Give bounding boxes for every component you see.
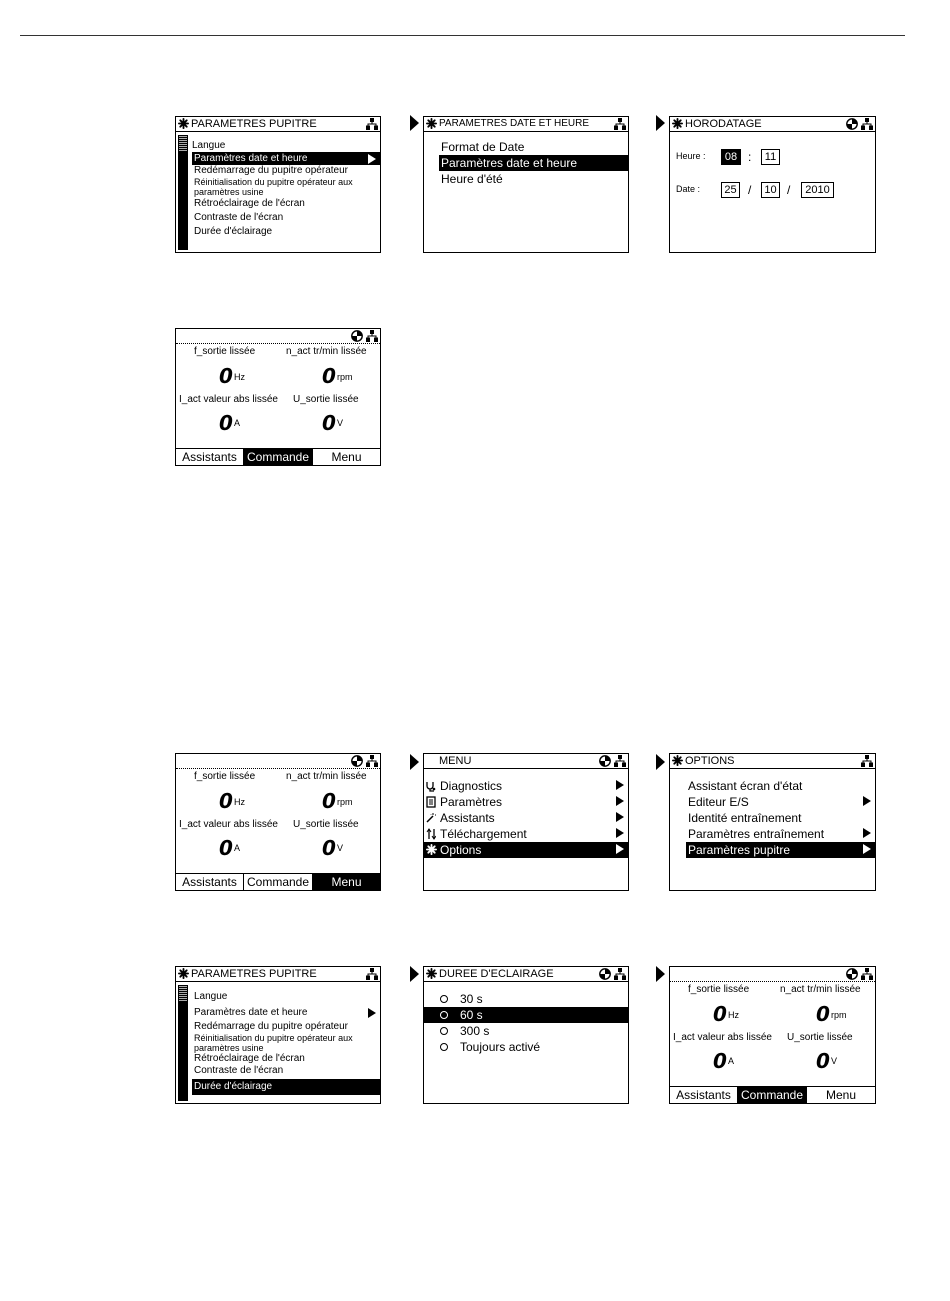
status-unit-current: A: [234, 843, 241, 853]
submenu-arrow-icon: [863, 828, 871, 838]
menu-item-label: Options: [440, 843, 482, 857]
status-title-bar: [176, 754, 380, 769]
menu-item-langue[interactable]: Langue: [192, 140, 226, 151]
submenu-arrow-icon: [616, 780, 624, 790]
menu-item-label: Téléchargement: [440, 827, 527, 841]
date-label: Date :: [676, 184, 701, 194]
flow-arrow: [656, 754, 665, 770]
scrollbar-thumb[interactable]: [179, 135, 187, 151]
panel-params-screen-2: [175, 966, 381, 1104]
status-value-current: 0: [713, 1049, 727, 1073]
timestamp-title-bar: [670, 117, 875, 132]
network-icon: [366, 755, 378, 767]
status-unit-voltage: V: [337, 843, 344, 853]
menu-item-io-editor[interactable]: [686, 794, 875, 810]
menu-item-contrast[interactable]: Contraste de l'écran: [194, 1065, 284, 1076]
softkey-commande[interactable]: Commande: [244, 449, 313, 465]
star-icon: [672, 755, 683, 766]
network-icon: [861, 968, 873, 980]
option-300s[interactable]: [424, 1023, 628, 1039]
menu-item-label: Assistants: [440, 811, 495, 825]
status-value-current: 0: [219, 836, 233, 860]
status-value-frequency: 0: [219, 364, 233, 388]
status-unit-current: A: [234, 418, 241, 428]
network-icon: [614, 118, 626, 130]
status-value-speed: 0: [816, 1002, 830, 1026]
minute-field[interactable]: 11: [761, 149, 780, 165]
day-field[interactable]: 25: [721, 182, 740, 198]
menu-item-assistants[interactable]: [424, 810, 628, 826]
menu-item-drive-params[interactable]: [686, 826, 875, 842]
menu-item-label: Paramètres pupitre: [688, 843, 791, 857]
status-label-current: I_act valeur abs lissée: [673, 1032, 772, 1043]
status-screen-final: [669, 966, 876, 1104]
status-label-voltage: U_sortie lissée: [293, 394, 359, 405]
status-screen-menu: [175, 753, 381, 891]
radio-button[interactable]: [440, 1027, 448, 1035]
timestamp-screen: [669, 116, 876, 253]
year-field[interactable]: 2010: [801, 182, 834, 198]
menu-item-options[interactable]: [424, 842, 628, 858]
softkey-menu[interactable]: Menu: [331, 450, 362, 464]
scrollbar-thumb[interactable]: [179, 985, 187, 1001]
status-unit-voltage: V: [337, 418, 344, 428]
menu-item-date-format[interactable]: Format de Date: [441, 140, 525, 154]
softkey-assistants[interactable]: Assistants: [670, 1087, 738, 1103]
menu-item-label: Réinitialisation du pupitre opérateur aux paramètres usine: [194, 177, 353, 197]
panel-params-title: PARAMETRES PUPITRE: [191, 118, 317, 130]
download-icon: [426, 828, 436, 840]
menu-item-status-assistant[interactable]: Assistant écran d'état: [688, 779, 803, 793]
network-icon: [614, 755, 626, 767]
status-value-frequency: 0: [219, 789, 233, 813]
submenu-arrow-icon: [616, 812, 624, 822]
softkey-assistants[interactable]: Assistants: [176, 449, 244, 465]
menu-item-restart[interactable]: Redémarrage du pupitre opérateur: [194, 1021, 348, 1032]
wand-icon: [426, 813, 436, 823]
status-value-voltage: 0: [322, 836, 336, 860]
network-icon: [366, 968, 378, 980]
status-label-speed: n_act tr/min lissée: [780, 984, 861, 995]
menu-title: MENU: [439, 755, 472, 767]
star-icon: [426, 968, 437, 979]
menu-item-drive-identity[interactable]: Identité entraînement: [688, 811, 802, 825]
status-value-voltage: 0: [816, 1049, 830, 1073]
status-title-bar: [176, 329, 380, 344]
star-icon: [178, 968, 189, 979]
date-params-title-bar: [424, 117, 628, 132]
status-screen: [175, 328, 381, 466]
menu-item-backlight[interactable]: Rétroéclairage de l'écran: [194, 198, 305, 209]
status-label-frequency: f_sortie lissée: [688, 984, 750, 995]
radio-button[interactable]: [440, 1043, 448, 1051]
menu-item-label: Editeur E/S: [688, 795, 749, 809]
status-label-frequency: f_sortie lissée: [194, 346, 256, 357]
softkey-menu[interactable]: Menu: [313, 874, 380, 890]
status-pie-icon: [351, 330, 363, 342]
softkey-menu[interactable]: Menu: [825, 1088, 857, 1102]
panel-params-title-bar: [176, 967, 380, 982]
menu-item-duration[interactable]: Durée d'éclairage: [192, 1079, 380, 1095]
status-value-frequency: 0: [713, 1002, 727, 1026]
softkey-commande[interactable]: Commande: [738, 1087, 807, 1103]
status-pie-icon: [846, 118, 858, 130]
option-always-on[interactable]: [424, 1039, 628, 1055]
menu-item-dst[interactable]: Heure d'été: [441, 172, 503, 186]
flow-arrow: [410, 115, 419, 131]
status-pie-icon: [599, 968, 611, 980]
softkey-assistants[interactable]: Assistants: [176, 874, 244, 890]
options-title-bar: [670, 754, 875, 769]
flow-arrow: [656, 115, 665, 131]
menu-item-telechargement[interactable]: [424, 826, 628, 842]
option-label: 60 s: [460, 1008, 483, 1022]
submenu-arrow-icon: [368, 154, 376, 164]
status-label-current: I_act valeur abs lissée: [179, 819, 278, 830]
menu-item-factory-reset[interactable]: [192, 177, 379, 197]
panel-params-title-bar: [176, 117, 380, 132]
star-icon: [426, 118, 437, 129]
submenu-arrow-icon: [616, 796, 624, 806]
submenu-arrow-icon: [863, 844, 871, 854]
status-unit-frequency: Hz: [234, 797, 245, 807]
status-pie-icon: [351, 755, 363, 767]
flow-arrow: [656, 966, 665, 982]
menu-item-date-time[interactable]: Paramètres date et heure: [439, 155, 628, 171]
network-icon: [861, 118, 873, 130]
menu-item-date-time[interactable]: [192, 1005, 380, 1021]
option-label: Toujours activé: [460, 1040, 541, 1054]
options-title: OPTIONS: [685, 755, 735, 767]
menu-item-diagnostics[interactable]: [424, 778, 628, 794]
date-params-screen: [423, 116, 629, 253]
status-unit-current: A: [728, 1056, 735, 1066]
backlight-title: DUREE D'ECLAIRAGE: [439, 968, 554, 980]
menu-item-label: Paramètres date et heure: [194, 153, 308, 164]
status-label-frequency: f_sortie lissée: [194, 771, 256, 782]
scrollbar[interactable]: [178, 135, 188, 250]
menu-item-backlight[interactable]: Rétroéclairage de l'écran: [194, 1053, 305, 1064]
status-label-speed: n_act tr/min lissée: [286, 346, 367, 357]
radio-button-selected[interactable]: [440, 1011, 448, 1019]
submenu-arrow-icon: [616, 844, 624, 854]
menu-item-factory-reset[interactable]: [192, 1033, 379, 1053]
month-field[interactable]: 10: [761, 182, 780, 198]
menu-item-label: Paramètres date et heure: [194, 1007, 308, 1018]
status-title-bar: [670, 967, 875, 982]
status-unit-speed: rpm: [831, 1010, 847, 1020]
menu-item-duration[interactable]: Durée d'éclairage: [194, 226, 273, 237]
star-icon: [672, 118, 683, 129]
scrollbar[interactable]: [178, 985, 188, 1101]
status-value-speed: 0: [322, 364, 336, 388]
options-screen: [669, 753, 876, 891]
status-unit-speed: rpm: [337, 372, 353, 382]
stethoscope-icon: [426, 781, 436, 792]
status-unit-voltage: V: [831, 1056, 838, 1066]
menu-item-date-time[interactable]: [192, 152, 380, 165]
status-label-speed: n_act tr/min lissée: [286, 771, 367, 782]
status-label-current: I_act valeur abs lissée: [179, 394, 278, 405]
status-label-voltage: U_sortie lissée: [787, 1032, 853, 1043]
status-pie-icon: [846, 968, 858, 980]
flow-arrow: [410, 966, 419, 982]
timestamp-title: HORODATAGE: [685, 118, 762, 130]
menu-item-label: Réinitialisation du pupitre opérateur aux paramètres usine: [194, 1033, 353, 1053]
menu-item-parametres[interactable]: [424, 794, 628, 810]
softkey-bar: [176, 448, 380, 465]
star-icon: [178, 118, 189, 129]
network-icon: [366, 118, 378, 130]
panel-params-title: PARAMETRES PUPITRE: [191, 968, 317, 980]
panel-params-screen: [175, 116, 381, 253]
menu-item-contrast[interactable]: Contraste de l'écran: [194, 212, 284, 223]
submenu-arrow-icon: [616, 828, 624, 838]
menu-item-restart[interactable]: Redémarrage du pupitre opérateur: [194, 165, 348, 176]
status-value-current: 0: [219, 411, 233, 435]
status-unit-frequency: Hz: [728, 1010, 739, 1020]
network-icon: [614, 968, 626, 980]
option-label: 30 s: [460, 992, 483, 1006]
backlight-screen: [423, 966, 629, 1104]
status-unit-speed: rpm: [337, 797, 353, 807]
status-pie-icon: [599, 755, 611, 767]
softkey-bar: [670, 1086, 875, 1103]
option-30s[interactable]: [424, 991, 628, 1007]
network-icon: [861, 755, 873, 767]
document-icon: [426, 796, 436, 808]
radio-button[interactable]: [440, 995, 448, 1003]
menu-item-label: Paramètres: [440, 795, 503, 809]
flow-arrow: [410, 754, 419, 770]
softkey-bar: [176, 873, 380, 890]
network-icon: [366, 330, 378, 342]
menu-screen: [423, 753, 629, 891]
status-unit-frequency: Hz: [234, 372, 245, 382]
menu-title-bar: [424, 754, 628, 769]
date-separator: /: [748, 183, 752, 197]
submenu-arrow-icon: [368, 1008, 376, 1018]
status-value-speed: 0: [322, 789, 336, 813]
backlight-title-bar: [424, 967, 628, 982]
option-60s[interactable]: [424, 1007, 628, 1023]
submenu-arrow-icon: [863, 796, 871, 806]
status-value-voltage: 0: [322, 411, 336, 435]
status-label-voltage: U_sortie lissée: [293, 819, 359, 830]
hour-label: Heure :: [676, 151, 706, 161]
menu-item-langue[interactable]: Langue: [194, 991, 228, 1002]
menu-item-label: Diagnostics: [440, 779, 503, 793]
option-label: 300 s: [460, 1024, 490, 1038]
softkey-commande[interactable]: Commande: [244, 874, 313, 890]
menu-item-panel-params[interactable]: [686, 842, 875, 858]
page-top-rule: [20, 35, 905, 36]
menu-item-label: Paramètres entraînement: [688, 827, 825, 841]
hour-field[interactable]: 08: [721, 149, 741, 165]
time-separator: :: [748, 150, 752, 164]
date-separator: /: [787, 183, 791, 197]
date-params-title: PARAMETRES DATE ET HEURE: [439, 118, 590, 129]
gear-star-icon: [426, 844, 437, 855]
